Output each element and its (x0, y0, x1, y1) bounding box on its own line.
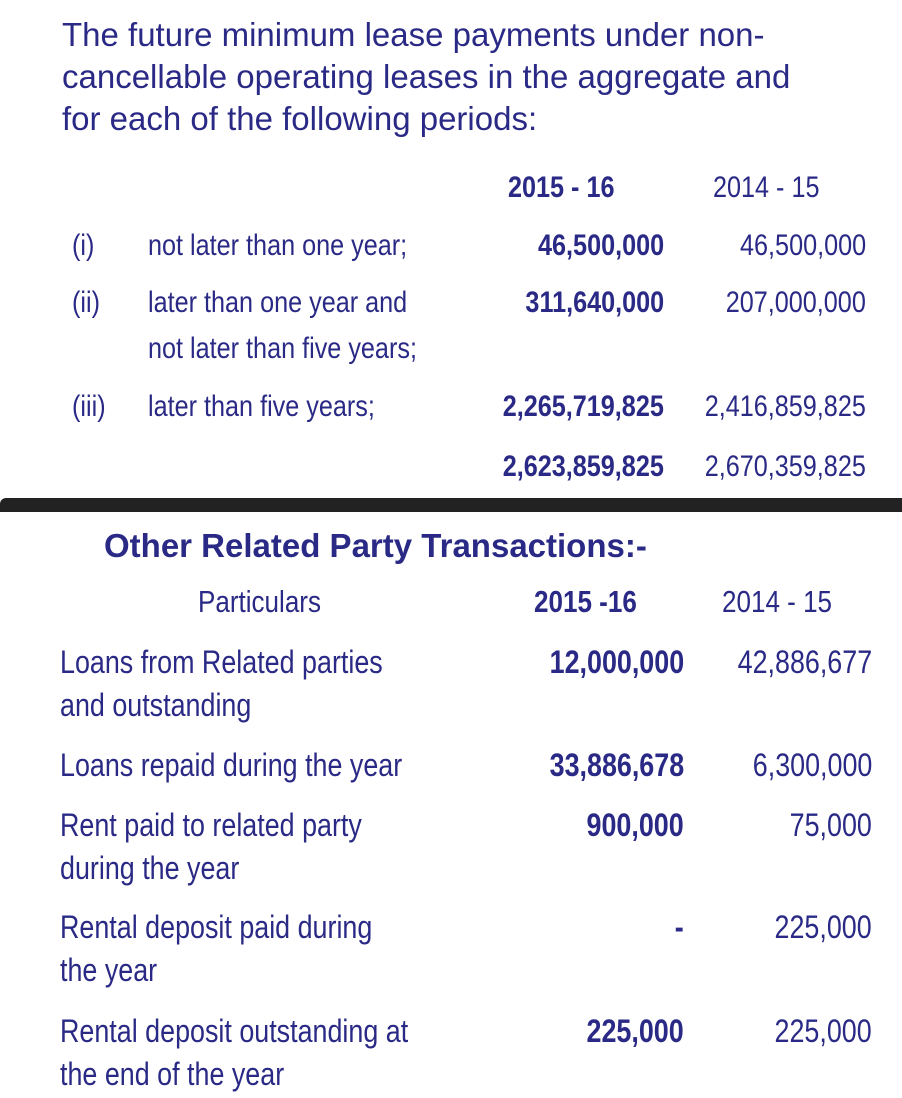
related-row-current: 12,000,000 (549, 644, 684, 680)
intro-line-1: The future minimum lease payments under non- (62, 16, 765, 53)
lease-col-current-header: 2015 - 16 (508, 171, 615, 204)
lease-row-num: (iii) (72, 390, 106, 423)
lease-total-prior: 2,670,359,825 (704, 450, 866, 483)
related-row-prior: 225,000 (774, 1013, 872, 1049)
related-row-label: Rental deposit paid during (60, 909, 373, 945)
related-row-label-cont: during the year (60, 850, 240, 886)
related-row-label-cont: the end of the year (60, 1056, 285, 1092)
lease-intro-paragraph (62, 14, 892, 140)
lease-row-label: later than one year and (148, 286, 408, 319)
intro-line-2: cancellable operating leases in the aggregate and (62, 58, 791, 95)
lease-row-label-cont: not later than five years; (148, 332, 417, 365)
related-row-prior: 225,000 (774, 909, 872, 945)
related-row-label: Rental deposit outstanding at (60, 1013, 409, 1049)
lease-col-prior-header: 2014 - 15 (713, 171, 820, 204)
related-row-current: 225,000 (586, 1013, 684, 1049)
lease-row-current: 2,265,719,825 (502, 390, 664, 423)
lease-row-prior: 2,416,859,825 (704, 390, 866, 423)
intro-line-3: for each of the following periods: (62, 100, 538, 137)
lease-row-label: not later than one year; (148, 229, 408, 262)
lease-row-current: 46,500,000 (537, 229, 664, 262)
section-title: Other Related Party Transactions:- (104, 527, 647, 564)
lease-row-num: (i) (72, 229, 95, 262)
related-row-current: 900,000 (586, 807, 684, 843)
related-row-current: - (675, 909, 684, 945)
lease-row-prior: 46,500,000 (739, 229, 866, 262)
particulars-header: Particulars (198, 584, 322, 619)
lease-row-current: 311,640,000 (525, 286, 664, 319)
related-row-label-cont: and outstanding (60, 687, 252, 723)
related-row-label: Loans from Related parties (60, 644, 383, 680)
related-row-label-cont: the year (60, 952, 158, 988)
lease-row-label: later than five years; (148, 390, 375, 423)
related-col-current-header: 2015 -16 (534, 584, 637, 619)
lease-row-prior: 207,000,000 (725, 286, 866, 319)
related-row-current: 33,886,678 (549, 747, 684, 783)
related-row-prior: 75,000 (789, 807, 872, 843)
related-row-prior: 6,300,000 (752, 747, 872, 783)
lease-row-num: (ii) (72, 286, 100, 319)
related-row-label: Rent paid to related party (60, 807, 362, 843)
related-col-prior-header: 2014 - 15 (722, 584, 833, 619)
related-row-label: Loans repaid during the year (60, 747, 403, 783)
lease-total-current: 2,623,859,825 (502, 450, 664, 483)
section-divider (0, 498, 902, 512)
related-row-prior: 42,886,677 (737, 644, 872, 680)
